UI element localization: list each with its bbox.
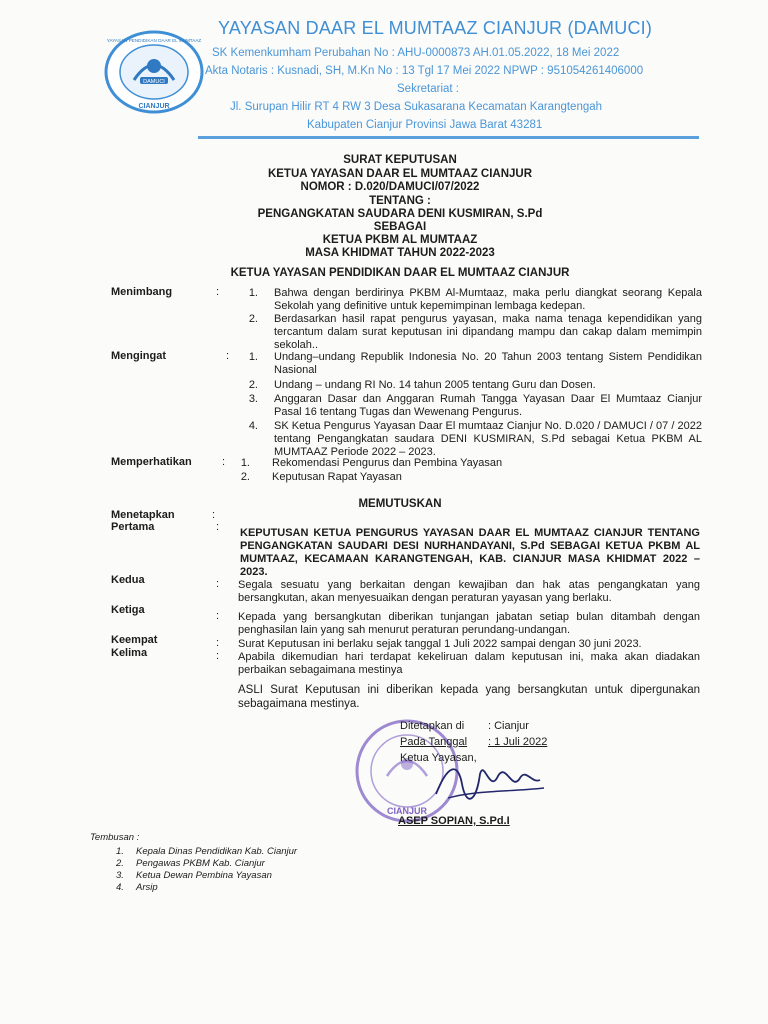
list-number: 2. (240, 471, 250, 483)
colon: : (222, 456, 226, 468)
doc-period: MASA KHIDMAT TAHUN 2022-2023 (305, 247, 495, 259)
list-number: 1. (240, 457, 250, 469)
tembusan-item: Kepala Dinas Pendidikan Kab. Cianjur (136, 846, 298, 857)
list-number: 4. (248, 420, 258, 432)
list-number: 2. (248, 379, 258, 391)
doc-issuer: KETUA YAYASAN DAAR EL MUMTAAZ CIANJUR (267, 168, 533, 180)
tembusan-item: Ketua Dewan Pembina Yayasan (136, 870, 272, 881)
menimbang-label: Menimbang (111, 286, 173, 298)
svg-text:YAYASAN PENDIDIKAN DAAR EL MUM: YAYASAN PENDIDIKAN DAAR EL MUMTAAZ (106, 38, 202, 43)
doc-subject: PENGANGKATAN SAUDARA DENI KUSMIRAN, S.Pd (257, 208, 543, 220)
letterhead-address: Jl. Surupan Hilir RT 4 RW 3 Desa Sukasarana Kecamatan Karangtengah (230, 101, 603, 113)
list-number: 3. (116, 870, 124, 881)
memperhatikan-item: Rekomendasi Pengurus dan Pembina Yayasan (272, 457, 503, 469)
list-number: 4. (116, 882, 124, 893)
ketiga-text: Kepada yang bersangkutan diberikan tunjangan jabatan setiap bulan ditambah dengan penghasilan lain yang sah menurut peraturan perundang-undangan. (238, 611, 700, 636)
svg-text:CIANJUR: CIANJUR (138, 103, 170, 110)
ditetapkan-value: : Cianjur (488, 720, 529, 732)
mengingat-item: Undang – undang RI No. 14 tahun 2005 tentang Guru dan Dosen. (274, 379, 596, 391)
mengingat-label: Mengingat (111, 350, 166, 362)
memperhatikan-item: Keputusan Rapat Yayasan (272, 471, 402, 483)
tembusan-item: Arsip (136, 882, 158, 893)
colon: : (216, 578, 220, 590)
pertama-label: Pertama (111, 521, 155, 533)
pertama-text: KEPUTUSAN KETUA PENGURUS YAYASAN DAAR EL MUMTAAZ CIANJUR TENTANG PENGANGKATAN SAUDARI DESI NURHANDAYANI, S.Pd SEBAGAI KETUA PKBM AL MUMTAAZ, KECAMAAN KARANGTENGAH, KAB. CIANJUR MASA KHIDMAT 2022 – 2023. (240, 527, 700, 578)
colon: : (216, 637, 220, 649)
list-number: 3. (248, 393, 258, 405)
letterhead-sk: SK Kemenkumham Perubahan No : AHU-0000873 AH.01.05.2022, 18 Mei 2022 (212, 47, 620, 59)
list-number: 1. (116, 846, 124, 857)
svg-text:CIANJUR: CIANJUR (386, 806, 428, 816)
doc-position: KETUA PKBM AL MUMTAAZ (322, 234, 478, 246)
letterhead-divider (198, 136, 699, 139)
foundation-logo-icon (104, 30, 204, 114)
colon: : (216, 610, 220, 622)
kelima-label: Kelima (111, 647, 148, 659)
colon: : (226, 350, 230, 362)
ditetapkan-label: Ditetapkan di (400, 720, 465, 732)
mengingat-item: SK Ketua Pengurus Yayasan Daar El mumtaaz Cianjur No. D.020 / DAMUCI / 07 / 2022 tentang Pengangkatan saudara DENI KUSMIRAN, S.Pd sebagai Ketua PKBM AL MUMTAAZ Periode 2022 – 2023. (274, 420, 702, 458)
tembusan-label: Tembusan : (90, 832, 140, 843)
keempat-label: Keempat (111, 634, 158, 646)
list-number: 1. (248, 351, 258, 363)
colon: : (212, 509, 216, 521)
svg-text:DAMUCI: DAMUCI (143, 79, 165, 85)
doc-tentang: TENTANG : (369, 195, 431, 207)
colon: : (216, 650, 220, 662)
closing-statement: ASLI Surat Keputusan ini diberikan kepada yang bersangkutan untuk dipergunakan sebagaimana mestinya. (238, 684, 700, 710)
letterhead-akta: Akta Notaris : Kusnadi, SH, M.Kn No : 13 Tgl 17 Mei 2022 NPWP : 951054261406000 (205, 65, 644, 77)
doc-issuer-heading: KETUA YAYASAN PENDIDIKAN DAAR EL MUMTAAZ CIANJUR (230, 267, 570, 279)
letterhead-region: Kabupaten Cianjur Provinsi Jawa Barat 43281 (307, 119, 543, 131)
tanggal-value: : 1 Juli 2022 (488, 736, 548, 748)
kedua-text: Segala sesuatu yang berkaitan dengan kewajiban dan hak atas pengangkatan yang bersangkutan, akan menyesuaikan dengan peraturan yayasan yang berlaku. (238, 579, 700, 604)
doc-sebagai: SEBAGAI (373, 221, 427, 233)
mengingat-item: Undang–undang Republik Indonesia No. 20 Tahun 2003 tentang Sistem Pendidikan Nasional (274, 351, 702, 376)
doc-title: SURAT KEPUTUSAN (343, 154, 457, 166)
menetapkan-label: Menetapkan (111, 509, 175, 521)
menimbang-item: Bahwa dengan berdirinya PKBM Al-Mumtaaz, maka perlu diangkat seorang Kepala Sekolah yang definitive untuk kepemimpinan lembaga kedepan. (274, 287, 702, 312)
doc-number: NOMOR : D.020/DAMUCI/07/2022 (300, 181, 480, 193)
kelima-text: Apabila dikemudian hari terdapat kekeliruan dalam keputusan ini, maka akan diadakan perbaikan sebagaimana mestinya (238, 651, 700, 676)
tembusan-item: Pengawas PKBM Kab. Cianjur (136, 858, 265, 869)
signer-role: Ketua Yayasan, (400, 752, 477, 764)
colon: : (216, 286, 220, 298)
memperhatikan-label: Memperhatikan (111, 456, 192, 468)
colon: : (216, 521, 220, 533)
keempat-text: Surat Keputusan ini berlaku sejak tanggal 1 Juli 2022 sampai dengan 30 juni 2023. (238, 638, 642, 650)
foundation-name: YAYASAN DAAR EL MUMTAAZ CIANJUR (DAMUCI) (218, 18, 653, 38)
signer-name: ASEP SOPIAN, S.Pd.I (398, 815, 510, 827)
list-number: 1. (248, 287, 258, 299)
tanggal-label: Pada Tanggal (400, 736, 468, 748)
memutuskan-heading: MEMUTUSKAN (358, 498, 442, 510)
mengingat-item: Anggaran Dasar dan Anggaran Rumah Tangga Yayasan Daar El Mumtaaz Cianjur Pasal 16 tentang Tugas dan Wewenang Pengurus. (274, 393, 702, 418)
menimbang-item: Berdasarkan hasil rapat pengurus yayasan, maka nama tenaga kependidikan yang tercantum dalam surat keputusan ini dipandang mampu dan cakap dalam memimpin sekolah.. (274, 313, 702, 351)
kedua-label: Kedua (111, 574, 145, 586)
list-number: 2. (116, 858, 124, 869)
letterhead-sekretariat: Sekretariat : (397, 83, 459, 95)
ketiga-label: Ketiga (111, 604, 145, 616)
list-number: 2. (248, 313, 258, 325)
handwritten-signature-icon (428, 754, 548, 810)
